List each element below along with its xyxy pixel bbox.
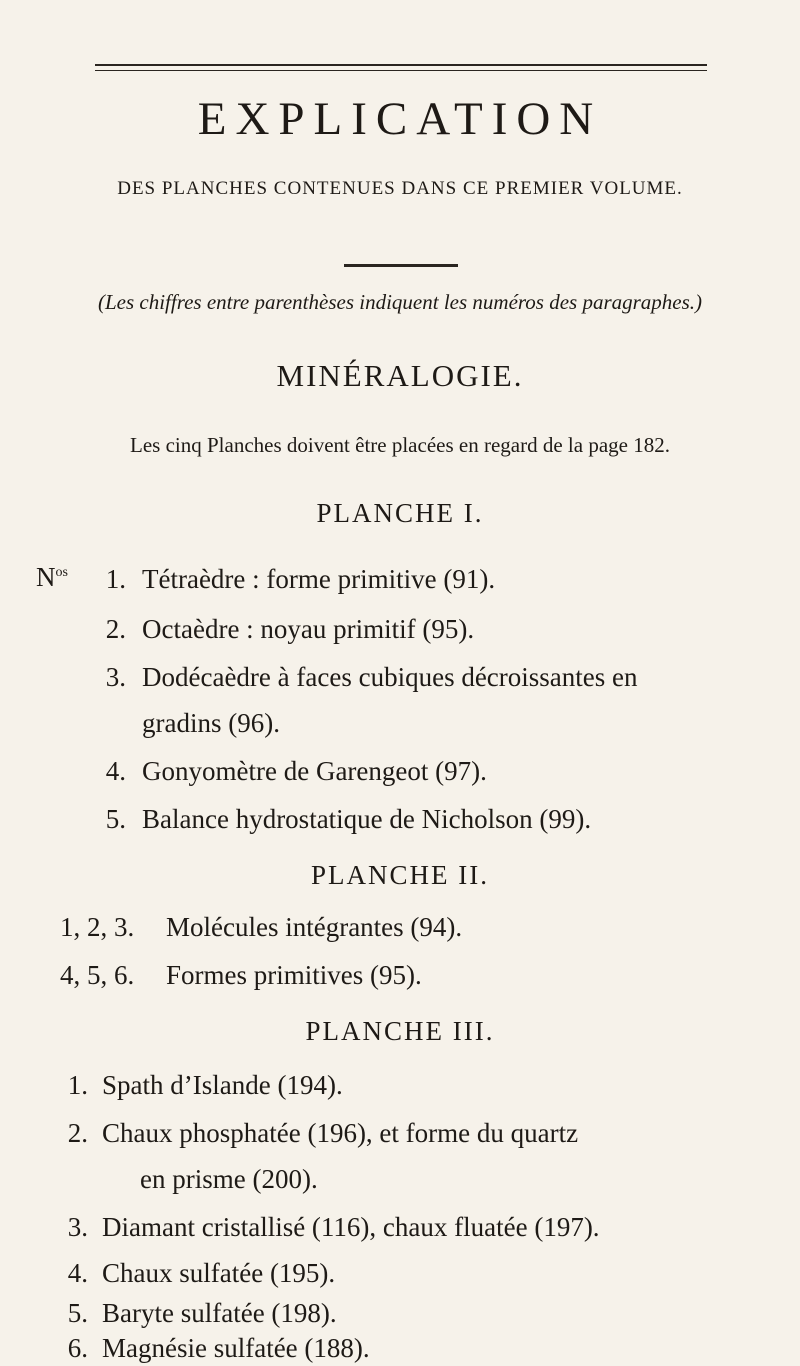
section-intro: Les cinq Planches doivent être placées en regard de la page 182. — [130, 433, 670, 457]
plate-1-heading: PLANCHE I. — [316, 498, 484, 528]
divider-rule — [344, 264, 458, 267]
top-rule-thin — [95, 70, 707, 71]
section-title: MINÉRALOGIE. — [276, 358, 524, 393]
paragraph-note: (Les chiffres entre parenthèses indiquent les numéros des paragraphes.) — [97, 290, 703, 314]
numeros-label: $N^{os}$ — [36, 562, 68, 592]
document-page: EXPLICATION DES PLANCHES CONTENUES DANS CE PREMIER VOLUME. (Les chiffres entre parenthèses indiquent les numéros des paragraphes.) MINÉRALOGIE. Les cinq Planches doivent être placées en regard de la page 182. PLANCHE I. $N^{os}$ 1. Tétraèdre : forme primitive (91). 2. Octaèdre : noyau primitif (95). 3. Dodécaèdre à faces cubiques décroissantes en gradins (96). 4. Gonyomètre de Garengeot (97). 5. Balance hydrostatique de Nicholson (99). PLANCHE II. 1, 2, 3. Molécules intégrantes (94). 4, 5, 6. Formes primitives (95). PLANCHE III. 1. Spath d’Islande (194). 2. Chaux phosphatée (196), et forme du quartz en prisme (200). 3. Diamant cristallisé (116), chaux fluatée (197). 4. Chaux sulfatée (195). 5. Baryte sulfatée (198). 6. Magnésie sulfatée (188). — [0, 0, 800, 1366]
page-title: EXPLICATION — [197, 93, 603, 145]
plate-2-heading: PLANCHE II. — [311, 860, 489, 890]
plate-3-heading: PLANCHE III. — [305, 1016, 495, 1046]
page-subtitle: DES PLANCHES CONTENUES DANS CE PREMIER VOLUME. — [117, 178, 683, 199]
top-rule — [95, 64, 707, 66]
